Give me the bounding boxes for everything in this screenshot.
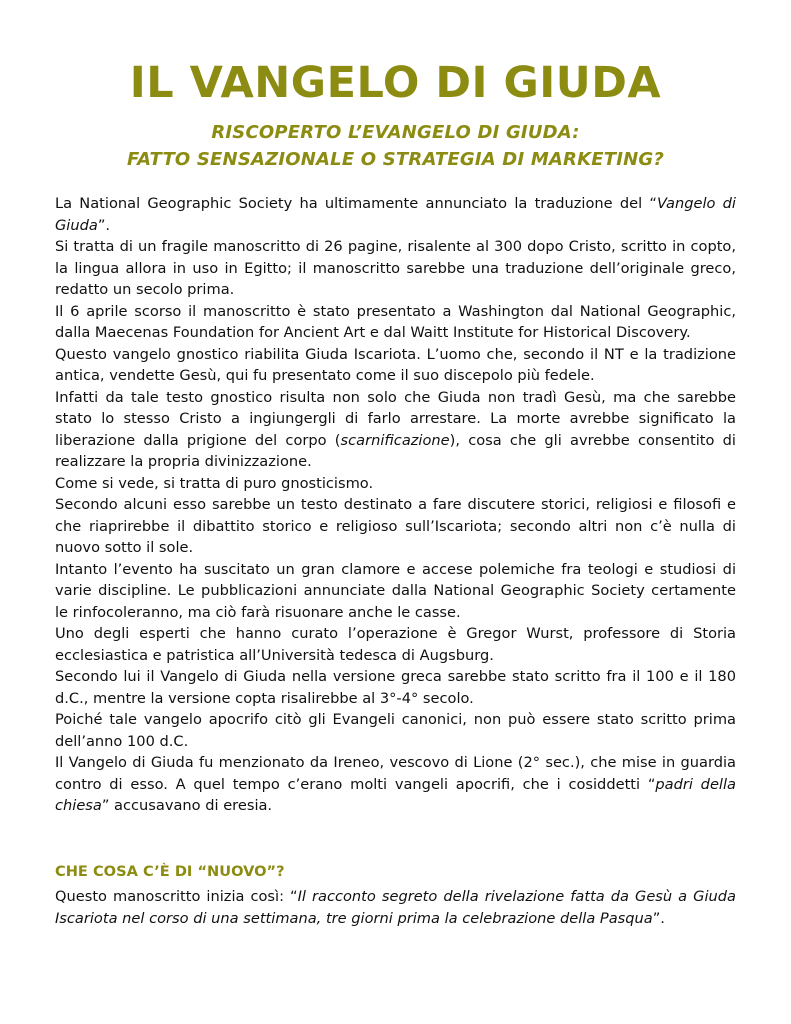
paragraph: Questo vangelo gnostico riabilita Giuda Iscariota. L’uomo che, secondo il NT e la tradizione antica, vendette Gesù, qui fu presentato come il suo discepolo più fedele.: [55, 345, 736, 384]
paragraph: Il Vangelo di Giuda fu menzionato da Ireneo, vescovo di Lione (2° sec.), che mise in guardia contro di esso. A quel tempo c’erano molti vangeli apocrifi, che i cosiddetti “padri della chiesa” accusavano di eresia.: [55, 754, 736, 814]
section-heading: CHE COSA C’È DI “NUOVO”?: [55, 863, 285, 880]
document-title: IL VANGELO DI GIUDA: [129, 58, 662, 108]
paragraph: Uno degli esperti che hanno curato l’operazione è Gregor Wurst, professore di Storia ecclesiastica e patristica all’Università tedesca di Augsburg.: [55, 625, 736, 664]
paragraph: Si tratta di un fragile manoscritto di 26 pagine, risalente al 300 dopo Cristo, scritto in copto, la lingua allora in uso in Egitto; il manoscritto sarebbe una traduzione dell’originale greco, redatto un secolo prima.: [55, 238, 736, 298]
paragraph: Infatti da tale testo gnostico risulta non solo che Giuda non tradì Gesù, ma che sarebbe stato lo stesso Cristo a ingiungergli di farlo arrestare. La morte avrebbe significato la liberazione dalla prigione del corpo (scarnificazione), cosa che gli avrebbe consentito di realizzare la propria divinizzazione.: [55, 388, 736, 470]
paragraph: Il 6 aprile scorso il manoscritto è stato presentato a Washington dal National Geographic, dalla Maecenas Foundation for Ancient Art e dal Waitt Institute for Historical Discovery.: [55, 302, 736, 341]
article-body: [55, 193, 736, 817]
subtitle-line-1: RISCOPERTO L’EVANGELO DI GIUDA:: [211, 122, 580, 143]
paragraph: La National Geographic Society ha ultimamente annunciato la traduzione del “Vangelo di Giuda”.: [55, 195, 736, 234]
subtitle-line-2: FATTO SENSAZIONALE O STRATEGIA DI MARKETING?: [126, 149, 665, 170]
paragraph: Secondo alcuni esso sarebbe un testo destinato a fare discutere storici, religiosi e filosofi e che riaprirebbe il dibattito storico e religioso sull’Iscariota; secondo altri non c’è nulla di nuovo sotto il sole.: [55, 496, 736, 556]
section-paragraph: Questo manoscritto inizia così: “Il racconto segreto della rivelazione fatta da Gesù a Giuda Iscariota nel corso di una settimana, tre giorni prima la celebrazione della Pasqua”.: [55, 888, 736, 927]
paragraph: Secondo lui il Vangelo di Giuda nella versione greca sarebbe stato scritto fra il 100 e il 180 d.C., mentre la versione copta risalirebbe al 3°-4° secolo.: [55, 668, 736, 707]
paragraph: Come si vede, si tratta di puro gnosticismo.: [55, 474, 374, 492]
paragraph: Poiché tale vangelo apocrifo citò gli Evangeli canonici, non può essere stato scritto prima dell’anno 100 d.C.: [55, 711, 736, 750]
paragraph: Intanto l’evento ha suscitato un gran clamore e accese polemiche fra teologi e studiosi di varie discipline. Le pubblicazioni annunciate dalla National Geographic Society certamente le rinfocoleranno, ma ciò farà risuonare anche le casse.: [55, 560, 736, 621]
